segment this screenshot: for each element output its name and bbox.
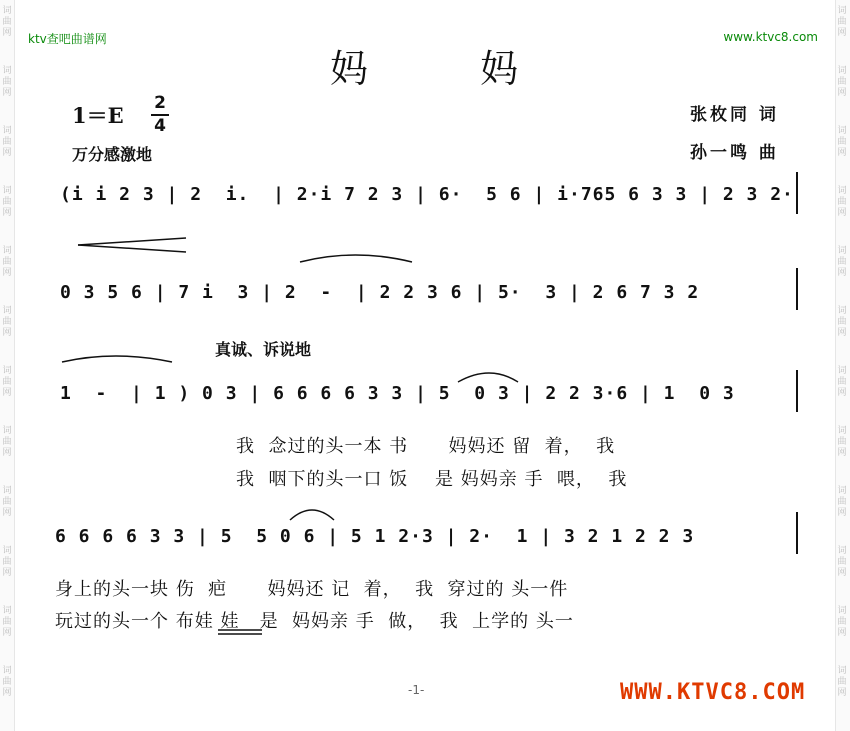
- slur-row3-start: [62, 356, 172, 362]
- score-row-1: (i i 2 3 | 2 i. | 2·i 7 2 3 | 6· 5 6 | i·765 6 3 3 | 2 3 2·: [60, 184, 794, 205]
- watermark-text: 词 曲 网: [2, 306, 12, 338]
- watermark-text: 词 曲 网: [2, 666, 12, 698]
- tempo-marking-verse: 真诚、诉说地: [215, 340, 312, 359]
- page-number: -1-: [408, 683, 425, 697]
- watermark-text: 词 曲 网: [2, 366, 12, 398]
- tempo-marking-intro: 万分感激地: [72, 145, 153, 164]
- watermark-text: 词 曲 网: [837, 186, 847, 218]
- slur-row3-mid: [458, 373, 518, 382]
- composer-credit: 孙一鸣 曲: [690, 143, 779, 163]
- slur-row4: [290, 510, 334, 520]
- crescendo-lower: [78, 245, 186, 252]
- site-url-right[interactable]: www.ktvc8.com: [723, 30, 818, 44]
- watermark-text: 词 曲 网: [837, 546, 847, 578]
- watermark-text: 词 曲 网: [837, 306, 847, 338]
- watermark-text: 词 曲 网: [837, 366, 847, 398]
- watermark-text: 词 曲 网: [2, 546, 12, 578]
- watermark-text: 词 曲 网: [837, 666, 847, 698]
- watermark-text: 词 曲 网: [2, 66, 12, 98]
- time-signature-bottom: 4: [154, 116, 166, 136]
- watermark-text: 词 曲 网: [2, 186, 12, 218]
- score-row-4: 6 6 6 6 3 3 | 5 5 0 6 | 5 1 2·3 | 2· 1 | 3 2 1 2 2 3: [55, 526, 695, 547]
- lyric-verse2-line1: 我 咽下的头一口 饭 是 妈妈亲 手 喂， 我: [236, 469, 628, 490]
- watermark-text: 词 曲 网: [837, 486, 847, 518]
- watermark-text: 词 曲 网: [2, 6, 12, 38]
- time-signature-top: 2: [154, 93, 166, 113]
- lyric-verse1-line2: 身上的头一块 伤 疤 妈妈还 记 着， 我 穿过的 头一件: [55, 579, 569, 600]
- lyric-verse1-line1: 我 念过的头一本 书 妈妈还 留 着， 我: [236, 436, 616, 457]
- watermark-text: 词 曲 网: [2, 126, 12, 158]
- watermark-text: 词 曲 网: [2, 606, 12, 638]
- key-signature: 1＝E: [72, 103, 124, 128]
- watermark-text: 词 曲 网: [837, 426, 847, 458]
- slur-row2: [300, 255, 412, 262]
- watermark-text: 词 曲 网: [837, 246, 847, 278]
- watermark-text: 词 曲 网: [837, 606, 847, 638]
- site-name-left[interactable]: ktv查吧曲谱网: [28, 32, 107, 46]
- score-row-2: 0 3 5 6 | 7 i 3 | 2 - | 2 2 3 6 | 5· 3 | 2 6 7 3 2: [60, 282, 700, 303]
- watermark-text: 词 曲 网: [837, 126, 847, 158]
- watermark-text: 词 曲 网: [2, 246, 12, 278]
- watermark-text: 词 曲 网: [837, 6, 847, 38]
- crescendo-upper: [78, 238, 186, 245]
- watermark-text: 词 曲 网: [2, 486, 12, 518]
- watermark-text: 词 曲 网: [837, 66, 847, 98]
- score-row-3: 1 - | 1 ) 0 3 | 6 6 6 6 3 3 | 5 0 3 | 2 2 3·6 | 1 0 3: [60, 383, 735, 404]
- lyricist-credit: 张枚同 词: [690, 105, 779, 125]
- song-title: 妈 妈: [330, 47, 569, 91]
- watermark-text: 词 曲 网: [2, 426, 12, 458]
- lyric-verse2-line2: 玩过的头一个 布娃 娃 是 妈妈亲 手 做， 我 上学的 头一: [55, 611, 574, 632]
- site-logo[interactable]: WWW.KTVC8.COM: [620, 680, 806, 705]
